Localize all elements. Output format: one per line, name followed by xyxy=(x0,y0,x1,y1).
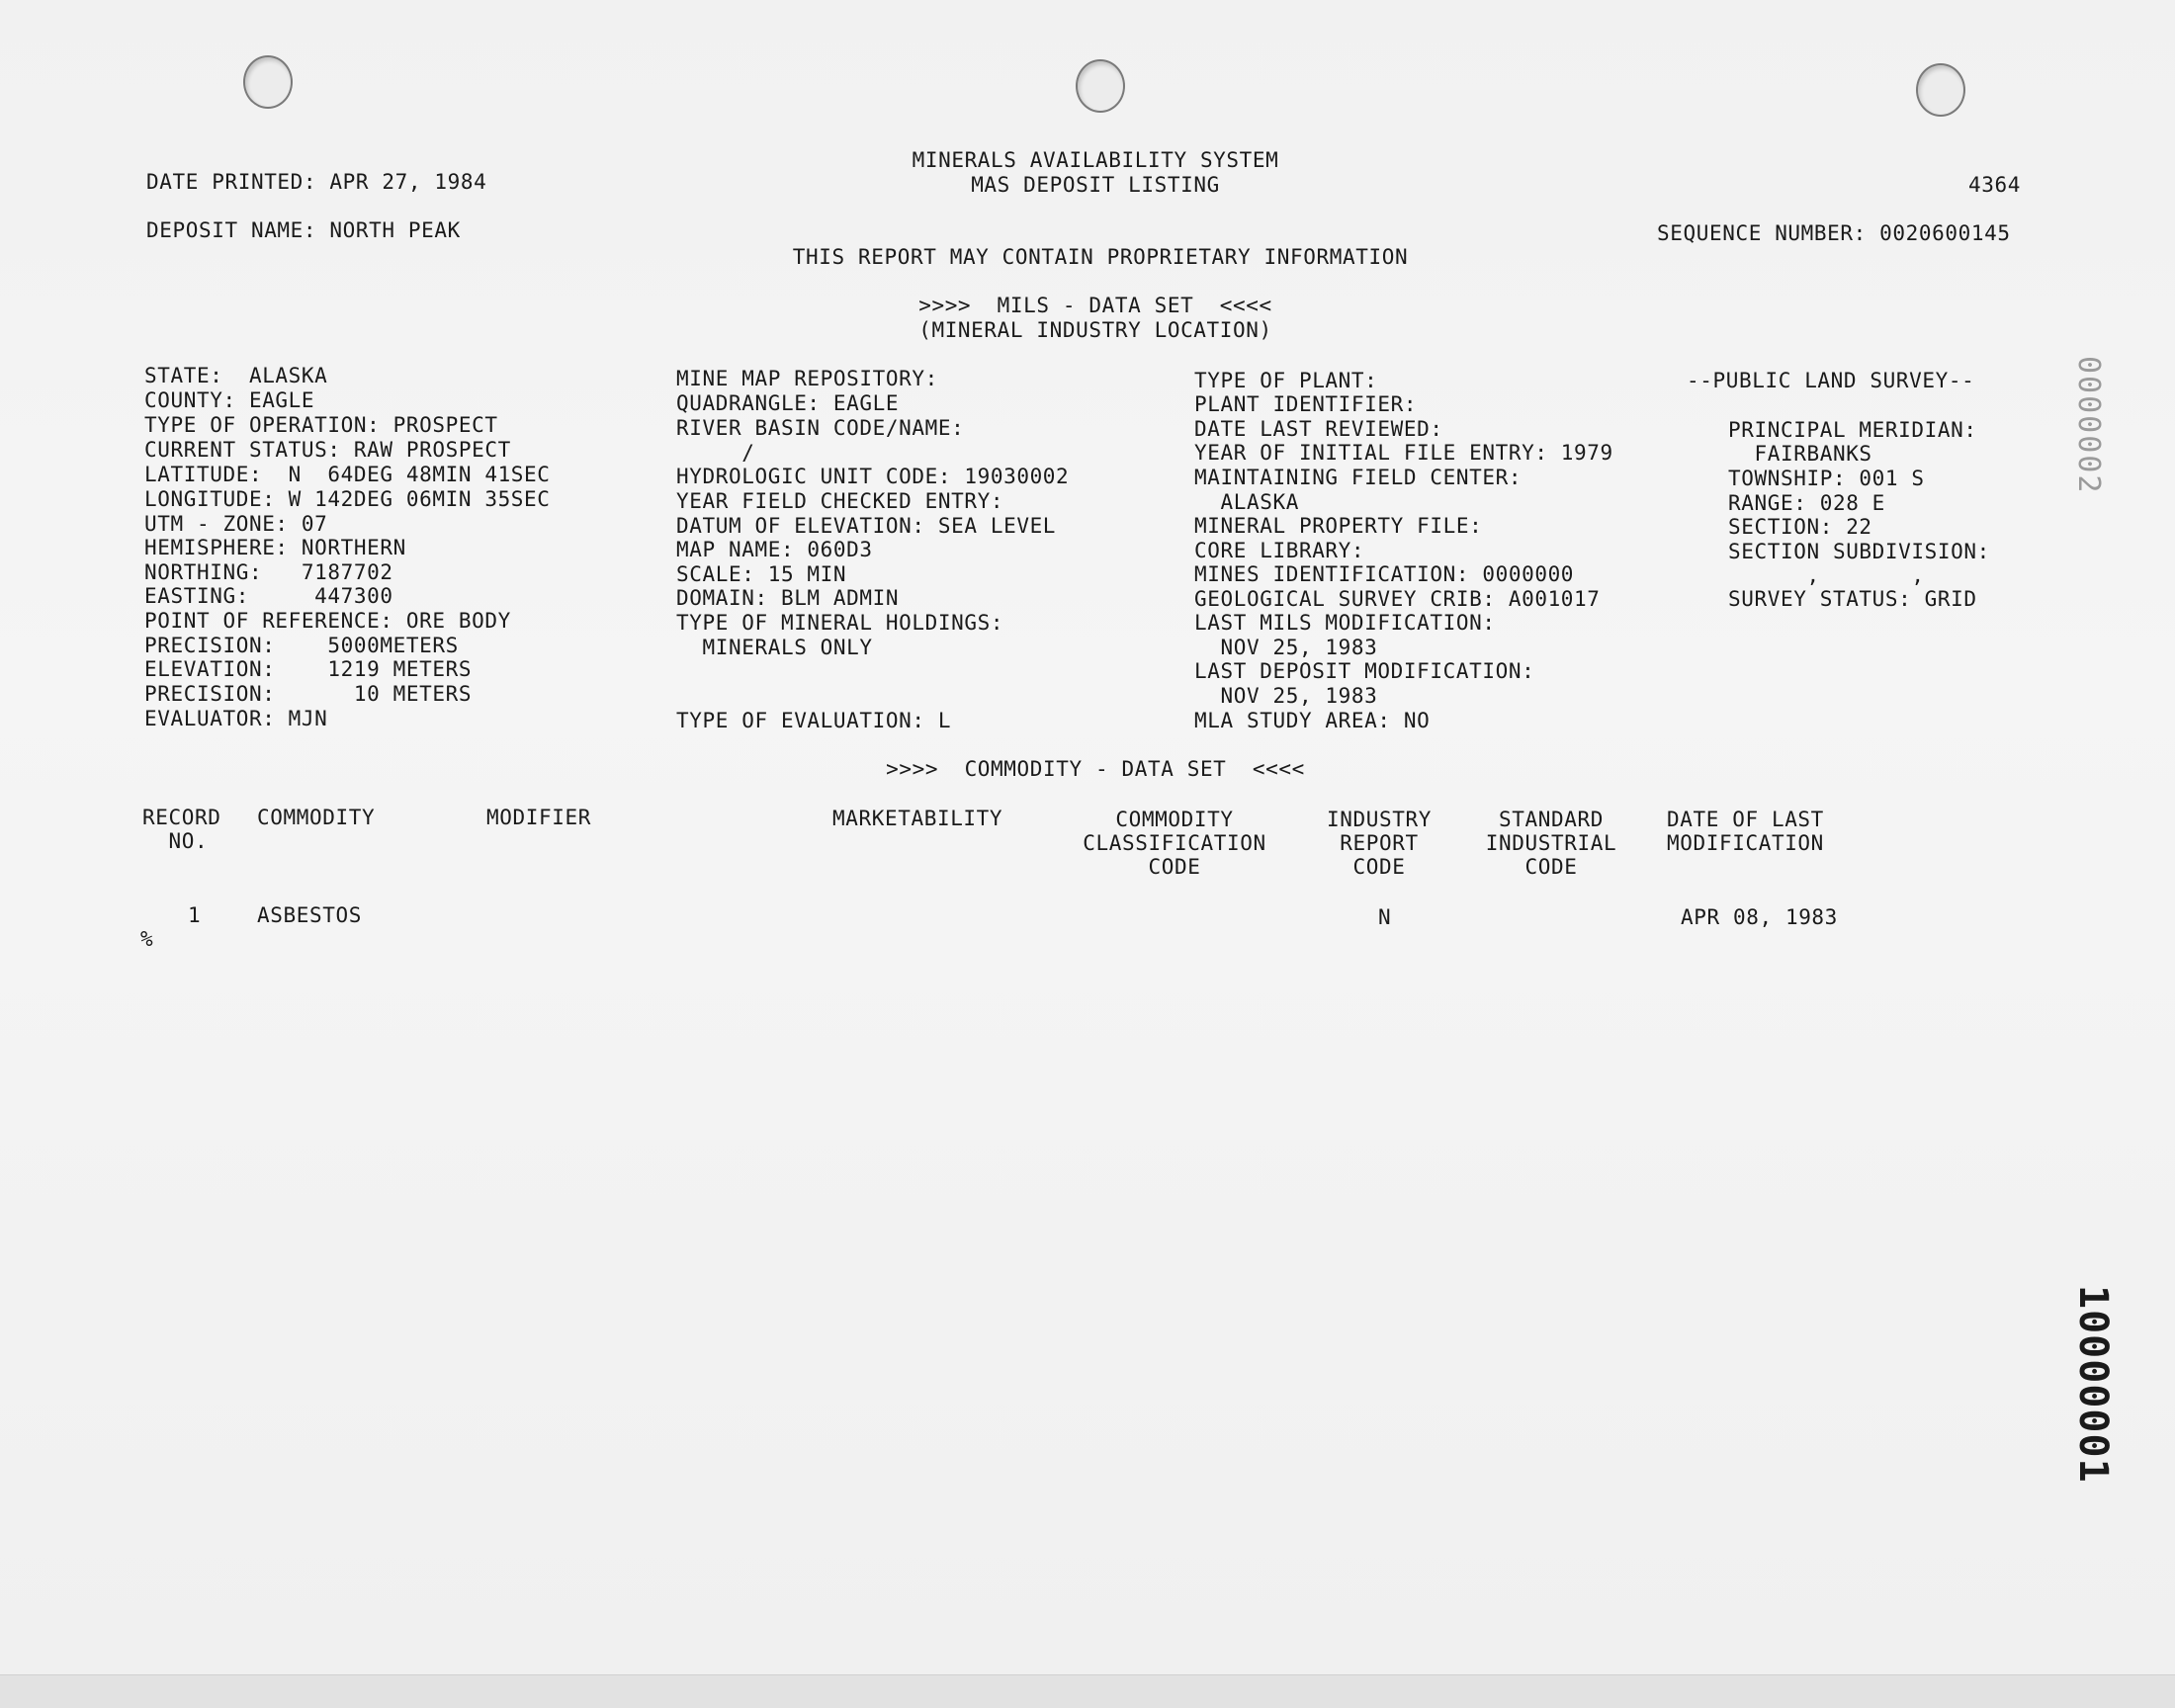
field-line: SCALE: 15 MIN xyxy=(676,562,847,586)
field-line: UTM - ZONE: 07 xyxy=(144,512,328,536)
date-printed: DATE PRINTED: APR 27, 1984 xyxy=(146,170,487,194)
field-line: MAP NAME: 060D3 xyxy=(676,538,873,561)
field-line: RIVER BASIN CODE/NAME: xyxy=(676,416,965,440)
column-header-commodity: COMMODITY xyxy=(257,806,376,829)
field-line: GEOLOGICAL SURVEY CRIB: A001017 xyxy=(1194,587,1601,611)
sequence-number: SEQUENCE NUMBER: 0020600145 xyxy=(1657,221,2011,245)
field-line: LAST DEPOSIT MODIFICATION: xyxy=(1194,659,1535,683)
field-line: , , xyxy=(1728,563,1925,587)
column-header-marketability: MARKETABILITY xyxy=(832,807,1003,830)
field-line: PRINCIPAL MERIDIAN: xyxy=(1728,418,1977,442)
column-header-classification: COMMODITY CLASSIFICATION CODE xyxy=(1083,808,1266,879)
deposit-name: DEPOSIT NAME: NORTH PEAK xyxy=(146,218,461,242)
field-line: COUNTY: EAGLE xyxy=(144,388,315,412)
punch-hole-center xyxy=(1076,59,1125,113)
field-line: MINE MAP REPOSITORY: xyxy=(676,367,938,390)
field-line: MINERAL PROPERTY FILE: xyxy=(1194,514,1483,538)
field-line: SECTION SUBDIVISION: xyxy=(1728,540,1990,563)
commodity-dataset-title: >>>> COMMODITY - DATA SET <<<< xyxy=(886,757,1305,781)
end-of-record-marker: % xyxy=(140,927,154,951)
field-line: PLANT IDENTIFIER: xyxy=(1194,392,1418,416)
field-line: POINT OF REFERENCE: ORE BODY xyxy=(144,609,511,633)
field-line: TYPE OF PLANT: xyxy=(1194,369,1378,392)
field-line: TYPE OF OPERATION: PROSPECT xyxy=(144,413,498,437)
punch-hole-left xyxy=(243,55,293,109)
column-header-industry: INDUSTRY REPORT CODE xyxy=(1327,808,1432,879)
margin-stamp-top: 0000002 xyxy=(2071,356,2106,495)
field-line: DATE LAST REVIEWED: xyxy=(1194,417,1443,441)
field-line: SURVEY STATUS: GRID xyxy=(1728,587,1977,611)
field-line: RANGE: 028 E xyxy=(1728,491,1885,515)
field-line: QUADRANGLE: EAGLE xyxy=(676,391,900,415)
field-line: FAIRBANKS xyxy=(1728,442,1872,466)
field-line: TYPE OF MINERAL HOLDINGS: xyxy=(676,611,1004,635)
field-line: CURRENT STATUS: RAW PROSPECT xyxy=(144,438,511,462)
field-line: SECTION: 22 xyxy=(1728,515,1872,539)
field-line: / xyxy=(676,441,755,465)
field-line: EASTING: 447300 xyxy=(144,584,393,608)
modification-date: APR 08, 1983 xyxy=(1681,905,1838,929)
page-number: 4364 xyxy=(1968,173,2021,197)
field-line: DOMAIN: BLM ADMIN xyxy=(676,586,900,610)
field-line: HEMISPHERE: NORTHERN xyxy=(144,536,406,559)
field-line: MINERALS ONLY xyxy=(676,636,873,659)
field-line: CORE LIBRARY: xyxy=(1194,539,1365,562)
field-line: EVALUATOR: MJN xyxy=(144,707,328,730)
mils-dataset-title: >>>> MILS - DATA SET <<<< xyxy=(918,294,1272,317)
margin-stamp-bottom: 10000001 xyxy=(2070,1285,2116,1484)
system-title: MINERALS AVAILABILITY SYSTEM xyxy=(912,148,1279,172)
commodity-name: ASBESTOS xyxy=(257,903,362,927)
industry-report-code: N xyxy=(1378,905,1392,929)
field-line: PRECISION: 10 METERS xyxy=(144,682,473,706)
field-line: MLA STUDY AREA: NO xyxy=(1194,709,1431,732)
field-line: MINES IDENTIFICATION: 0000000 xyxy=(1194,562,1575,586)
field-line: LAST MILS MODIFICATION: xyxy=(1194,611,1496,635)
field-line: PRECISION: 5000METERS xyxy=(144,634,459,657)
field-line: MAINTAINING FIELD CENTER: xyxy=(1194,466,1522,489)
field-line: YEAR FIELD CHECKED ENTRY: xyxy=(676,489,1004,513)
field-line: ALASKA xyxy=(1194,490,1299,514)
proprietary-notice: THIS REPORT MAY CONTAIN PROPRIETARY INFORMATION xyxy=(792,245,1409,269)
listing-title: MAS DEPOSIT LISTING xyxy=(971,173,1220,197)
field-line: ELEVATION: 1219 METERS xyxy=(144,657,473,681)
field-line: NOV 25, 1983 xyxy=(1194,636,1378,659)
field-line: DATUM OF ELEVATION: SEA LEVEL xyxy=(676,514,1057,538)
column-header-record: RECORD NO. xyxy=(142,806,221,853)
field-line: TYPE OF EVALUATION: L xyxy=(676,709,952,732)
punch-hole-right xyxy=(1916,63,1965,117)
column-header-modifier: MODIFIER xyxy=(486,806,591,829)
column-header-sic: STANDARD INDUSTRIAL CODE xyxy=(1485,808,1617,879)
column-header-date: DATE OF LAST MODIFICATION xyxy=(1667,808,1824,855)
field-line: NORTHING: 7187702 xyxy=(144,560,393,584)
field-line: YEAR OF INITIAL FILE ENTRY: 1979 xyxy=(1194,441,1613,465)
mils-dataset-subtitle: (MINERAL INDUSTRY LOCATION) xyxy=(918,318,1272,342)
field-line: LATITUDE: N 64DEG 48MIN 41SEC xyxy=(144,463,551,486)
record-number: 1 xyxy=(188,903,202,927)
land-survey-heading: --PUBLIC LAND SURVEY-- xyxy=(1687,369,1975,392)
field-line: STATE: ALASKA xyxy=(144,364,328,387)
field-line: LONGITUDE: W 142DEG 06MIN 35SEC xyxy=(144,487,551,511)
scanner-edge xyxy=(0,1674,2175,1708)
field-line: HYDROLOGIC UNIT CODE: 19030002 xyxy=(676,465,1070,488)
field-line: NOV 25, 1983 xyxy=(1194,684,1378,708)
field-line: TOWNSHIP: 001 S xyxy=(1728,467,1925,490)
